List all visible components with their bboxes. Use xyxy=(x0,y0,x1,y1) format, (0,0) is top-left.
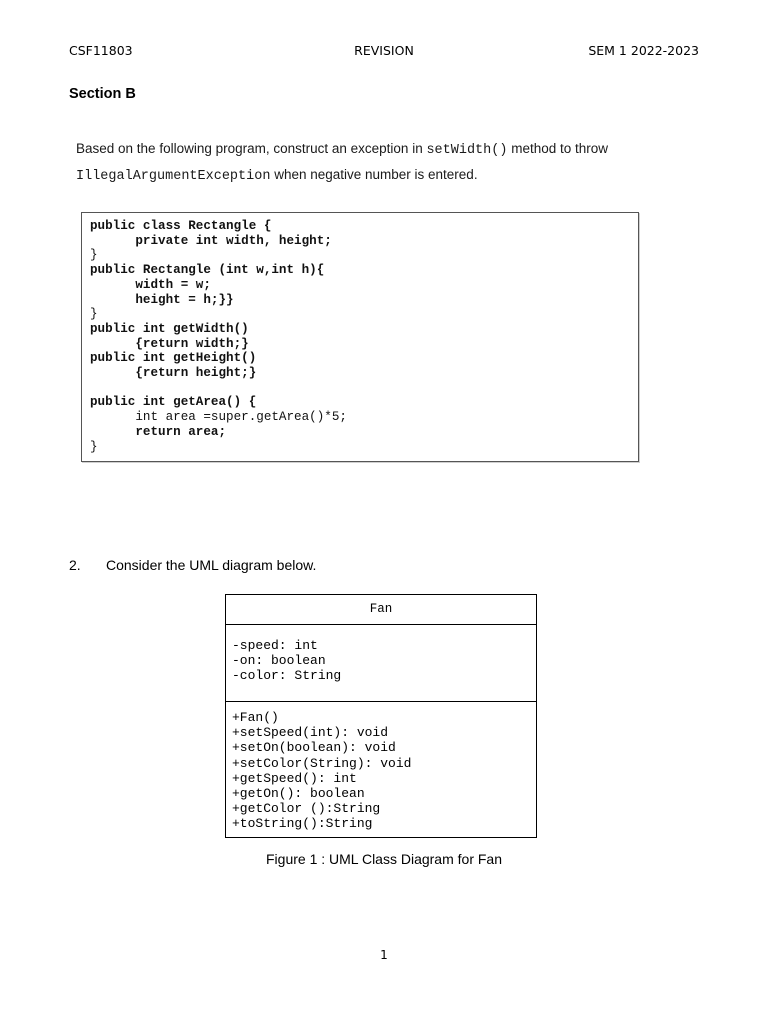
code-line: public int getHeight() xyxy=(90,351,257,366)
code-line: public Rectangle (int w,int h){ xyxy=(90,263,325,278)
uml-attribute: -speed: int xyxy=(232,638,318,653)
uml-class-diagram xyxy=(225,594,537,838)
uml-methods xyxy=(226,702,536,837)
uml-attribute: -on: boolean xyxy=(232,653,326,669)
code-line: } xyxy=(90,307,98,322)
code-line: } xyxy=(90,248,98,263)
instruction-text: method to throw xyxy=(507,141,609,156)
uml-class-name: Fan xyxy=(226,595,536,625)
code-line: public int getWidth() xyxy=(90,321,249,336)
code-line xyxy=(90,381,347,396)
uml-method: +setOn(boolean): void xyxy=(232,740,396,756)
code-line: height = h;}} xyxy=(90,292,234,307)
code-line: public int getArea() { xyxy=(90,395,257,410)
code-line: int area =super.getArea()*5; xyxy=(90,410,347,425)
instruction-text: when negative number is entered. xyxy=(270,167,478,182)
header-course-code: CSF11803 xyxy=(69,43,133,58)
uml-attribute: -color: String xyxy=(232,668,342,684)
uml-method: +getColor ():String xyxy=(232,801,381,817)
page-number: 1 xyxy=(380,948,388,962)
instruction-text: Based on the following program, construct an exception in xyxy=(76,141,427,156)
code-line: private int width, height; xyxy=(90,233,332,248)
uml-method: +getSpeed(): int xyxy=(232,770,357,786)
header-semester: SEM 1 2022-2023 xyxy=(588,43,699,58)
instruction-line-1 xyxy=(76,137,608,163)
uml-method: +setColor(String): void xyxy=(232,755,412,771)
section-title: Section B xyxy=(69,86,136,102)
code-line: public class Rectangle { xyxy=(90,219,272,233)
question2-number: 2. xyxy=(69,557,81,573)
code-line: width = w; xyxy=(90,277,211,292)
code-line: {return width;} xyxy=(90,336,249,351)
uml-method: +toString():String xyxy=(232,816,373,832)
code-line: } xyxy=(90,439,98,454)
figure-caption: Figure 1 : UML Class Diagram for Fan xyxy=(266,851,502,867)
uml-attributes xyxy=(226,625,536,702)
question1-instructions xyxy=(76,137,608,189)
code-line: {return height;} xyxy=(90,366,257,381)
question2-text: Consider the UML diagram below. xyxy=(106,557,317,573)
code-listing-box xyxy=(81,212,639,462)
uml-method: +setSpeed(int): void xyxy=(232,725,389,741)
code-listing xyxy=(90,219,347,454)
uml-method: +getOn(): boolean xyxy=(232,786,365,802)
inline-code: IllegalArgumentException xyxy=(76,169,271,184)
instruction-line-2 xyxy=(76,163,608,189)
inline-code: setWidth() xyxy=(426,143,508,158)
header-title: REVISION xyxy=(354,43,414,58)
uml-method: +Fan() xyxy=(232,710,279,725)
code-line: return area; xyxy=(90,424,227,439)
